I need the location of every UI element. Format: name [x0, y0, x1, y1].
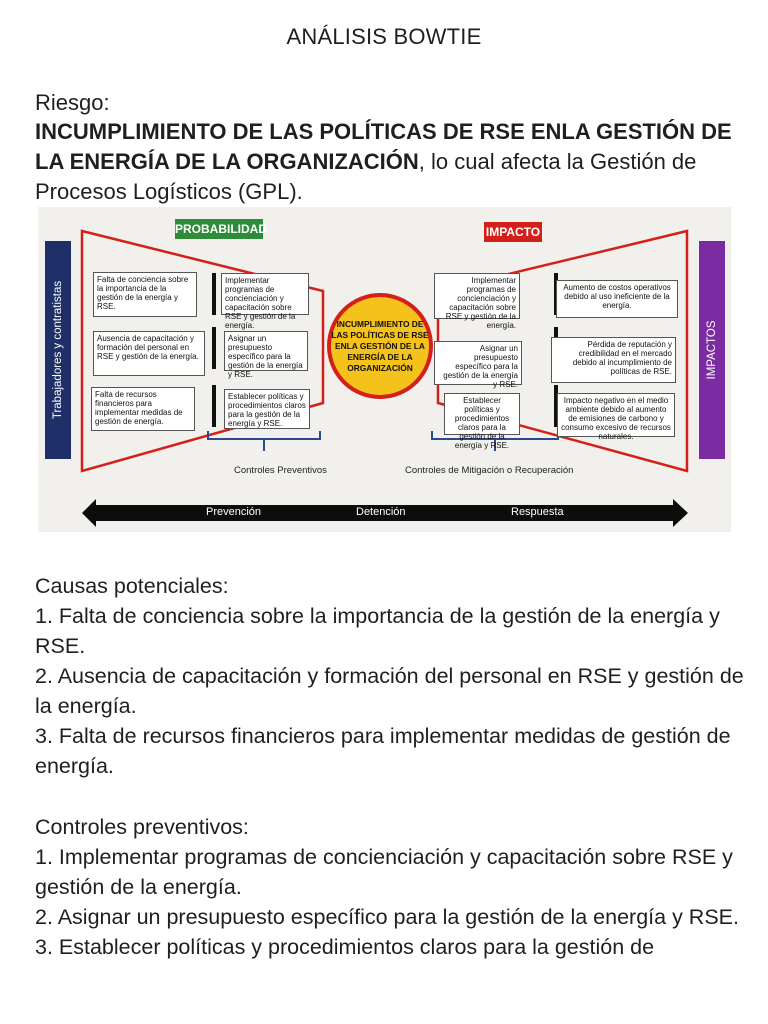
control-divider-2 — [212, 327, 216, 369]
risk-description — [35, 117, 747, 207]
impact-box-2: Pérdida de reputación y credibilidad en el mercado debido al incumplimiento de políticas de RSE. — [551, 337, 676, 383]
control-item-1: 1. Implementar programas de concienciación y capacitación sobre RSE y gestión de la energía. — [35, 845, 733, 899]
top-event-circle — [327, 293, 433, 399]
detection-label: Detención — [356, 506, 406, 518]
left-stakeholder-bar — [45, 241, 71, 459]
preventive-box-3: Establecer políticas y procedimientos claros para la gestión de la energía y RSE. — [224, 389, 310, 429]
impact-header: IMPACTO — [484, 222, 542, 242]
cause-item-3: 3. Falta de recursos financieros para implementar medidas de gestión de energía. — [35, 724, 731, 778]
preventive-box-2: Asignar un presupuesto específico para la gestión de la energía y RSE. — [224, 331, 308, 371]
bowtie-diagram — [38, 207, 731, 532]
response-label: Respuesta — [511, 506, 564, 518]
controls-title: Controles preventivos: — [35, 815, 249, 839]
impact-box-3: Impacto negativo en el medio ambiente debido al aumento de emisiones de carbono y consumo excesivo de recursos naturales. — [557, 393, 675, 437]
mitigation-box-1: Implementar programas de concienciación y capacitación sobre RSE y gestión de la energía. — [434, 273, 520, 319]
left-bar-label: Trabajadores y contratistas — [52, 280, 64, 420]
cause-box-2: Ausencia de capacitación y formación del personal en RSE y gestión de la energía. — [93, 331, 205, 376]
preventive-bracket — [208, 431, 320, 439]
control-item-2: 2. Asignar un presupuesto específico para la gestión de la energía y RSE. — [35, 905, 739, 929]
impacts-bar-label: IMPACTOS — [706, 320, 718, 380]
top-event-label: INCUMPLIMIENTO DE LAS POLÍTICAS DE RSE ENLA GESTIÓN DE LA ENERGÍA DE LA ORGANIZACIÓN — [331, 318, 429, 373]
cause-item-2: 2. Ausencia de capacitación y formación del personal en RSE y gestión de la energía. — [35, 664, 744, 718]
control-divider-3 — [212, 385, 216, 427]
risk-bold-text: INCUMPLIMIENTO DE LAS POLÍTICAS DE RSE ENLA GESTIÓN DE LA ENERGÍA DE LA ORGANIZACIÓN — [35, 119, 732, 174]
cause-box-1: Falta de conciencia sobre la importancia de la gestión de la energía y RSE. — [93, 272, 197, 317]
preventive-box-1: Implementar programas de concienciación y capacitación sobre RSE y gestión de la energía. — [221, 273, 309, 315]
mitigation-box-3: Establecer políticas y procedimientos claros para la gestión de la energía y RSE. — [444, 393, 520, 435]
causes-section — [35, 571, 747, 781]
risk-rest-text: , lo cual afecta la Gestión de Procesos Logísticos (GPL). — [35, 149, 697, 204]
prevention-label: Prevención — [206, 506, 262, 518]
control-item-3: 3. Establecer políticas y procedimientos claros para la gestión de — [35, 935, 655, 959]
impact-box-1: Aumento de costos operativos debido al uso ineficiente de la energía. — [556, 280, 678, 318]
probability-header: PROBABILIDAD — [175, 219, 263, 239]
mitigation-box-2: Asignar un presupuesto específico para la gestión de la energía y RSE. — [434, 341, 522, 385]
page-title: ANÁLISIS BOWTIE — [286, 24, 482, 49]
risk-label: Riesgo: — [35, 90, 110, 115]
cause-item-1: 1. Falta de conciencia sobre la importancia de la gestión de la energía y RSE. — [35, 604, 720, 658]
control-divider-1 — [212, 273, 216, 315]
preventive-controls-label: Controles Preventivos — [234, 465, 327, 476]
controls-section — [35, 812, 747, 962]
impacts-bar — [699, 241, 725, 459]
causes-title: Causas potenciales: — [35, 574, 229, 598]
mitigation-controls-label: Controles de Mitigación o Recuperación — [405, 465, 574, 476]
cause-box-3: Falta de recursos financieros para implementar medidas de gestión de energía. — [91, 387, 195, 431]
